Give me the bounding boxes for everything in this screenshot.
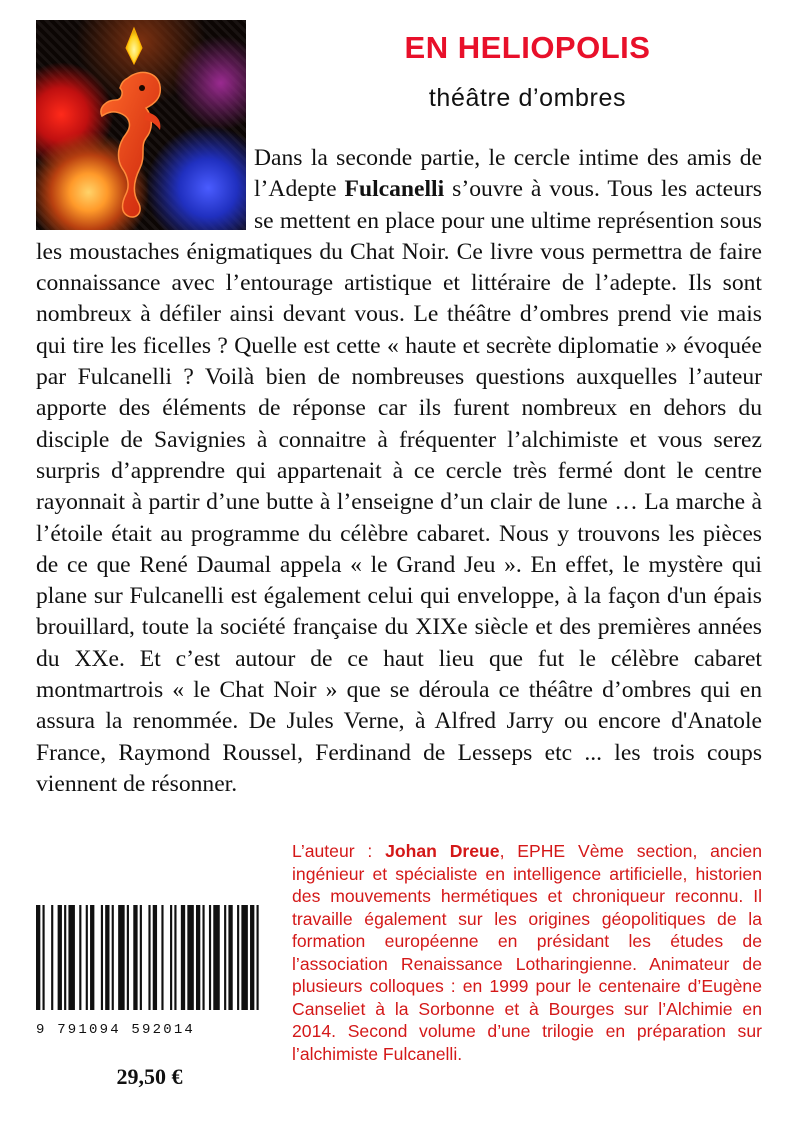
image-wrap-space (36, 143, 254, 235)
barcode-bar (181, 905, 185, 1010)
barcode-bar (153, 905, 157, 1010)
flame-icon (126, 28, 142, 64)
barcode-bar (101, 905, 103, 1010)
barcode-bar (148, 905, 150, 1010)
barcode-bar (196, 905, 200, 1010)
barcode-bar (257, 905, 259, 1010)
barcode-bar (79, 905, 81, 1010)
barcode-bar (187, 905, 193, 1010)
barcode-bar (133, 905, 137, 1010)
barcode-bar (140, 905, 142, 1010)
barcode-bar (209, 905, 211, 1010)
barcode-bar (228, 905, 232, 1010)
barcode-bar (42, 905, 44, 1010)
barcode-bar (58, 905, 62, 1010)
barcode-bar (127, 905, 129, 1010)
barcode-bar (250, 905, 254, 1010)
author-name: Johan Dreue (385, 841, 500, 861)
author-bio-label: L’auteur : (292, 841, 386, 861)
barcode-bar (213, 905, 219, 1010)
barcode-bar (241, 905, 247, 1010)
barcode-bar (237, 905, 239, 1010)
barcode-bar (202, 905, 204, 1010)
book-subtitle: théâtre d’ombres (428, 84, 627, 112)
barcode-bar (170, 905, 172, 1010)
barcode-bar (36, 905, 40, 1010)
synopsis-text-rest: s’ouvre à vous. Tous les acteurs se mettent en place pour une ultime représention sous les moustaches énigmatiques du Chat Noir. Ce livre vous permettra de faire connaissance avec l’entourage artistique et littéraire de l’adepte. Ils sont nombreux à défiler ainsi devant vous. Le théâtre d’ombres prend vie mais qui tire les ficelles ? Quelle est cette « haute et secrète diplomatie » évoquée par Fulcanelli ? Voilà bien de nombreuses questions auxquelles l’auteur apporte des éléments de réponse car ils furent nombreux en dehors du disciple de Savignies à connaitre à fréquenter l’alchimiste et vous serez surpris d’apprendre qui appartenait à ce cercle très fermé dont le centre rayonnait à partir d’une butte à l’enseigne d’un clair de lune … La marche à l’étoile était au programme du célèbre cabaret. Nous y trouvons les pièces de ce que René Daumal appela « le Grand Jeu ». En effet, le mystère qui plane sur Fulcanelli est également celui qui enveloppe, à la façon d'un épais brouillard, toute la société française du XIXe siècle et des premières années du XXe. Et c’est autour de ce haut lieu que fut le célèbre cabaret montmartrois « le Chat Noir » que se déroula ce théâtre d’ombres qui en assura la renommée. De Jules Verne, à Alfred Jarry ou encore d'Anatole France, Raymond Roussel, Ferdinand de Lesseps etc ... les trois coups viennent de résonner. (36, 176, 762, 797)
barcode-bar (86, 905, 88, 1010)
isbn-number: 9 791094 592014 (36, 1022, 196, 1038)
synopsis-text-start: Dans la seconde partie, le cercle intime des amis de l’Adepte (254, 145, 762, 203)
barcode-bar (68, 905, 74, 1010)
author-bio (292, 840, 762, 1065)
barcode-bar (64, 905, 66, 1010)
barcode-bar (105, 905, 109, 1010)
barcode-bars (36, 905, 263, 1010)
barcode-bar (51, 905, 53, 1010)
barcode-bar (90, 905, 94, 1010)
isbn-barcode (36, 905, 263, 1023)
barcode-bar (112, 905, 114, 1010)
synopsis-paragraph (36, 143, 762, 800)
barcode-bar (161, 905, 163, 1010)
author-bio-text: , EPHE Vème section, ancien ingénieur et spécialiste en intelligence artificielle, historien des mouvements hermétiques et chroniqueur reconnu. Il travaille également sur les origines géopolitiques de la formation européenne en présidant les études de l’association Renaissance Lotharingienne. Animateur de plusieurs colloques : en 1999 pour le centenaire d’Eugène Canseliet à la Sorbonne et à Bourges sur l’Alchimie en 2014. Second volume d’une trilogie en préparation sur l’alchimiste Fulcanelli. (292, 841, 762, 1064)
barcode-bar (224, 905, 226, 1010)
barcode-bar (118, 905, 124, 1010)
price-label: 29,50 € (116, 1064, 183, 1089)
synopsis-highlight-name: Fulcanelli (344, 176, 445, 203)
barcode-bar (174, 905, 176, 1010)
book-title: EN HELIOPOLIS (404, 30, 651, 65)
